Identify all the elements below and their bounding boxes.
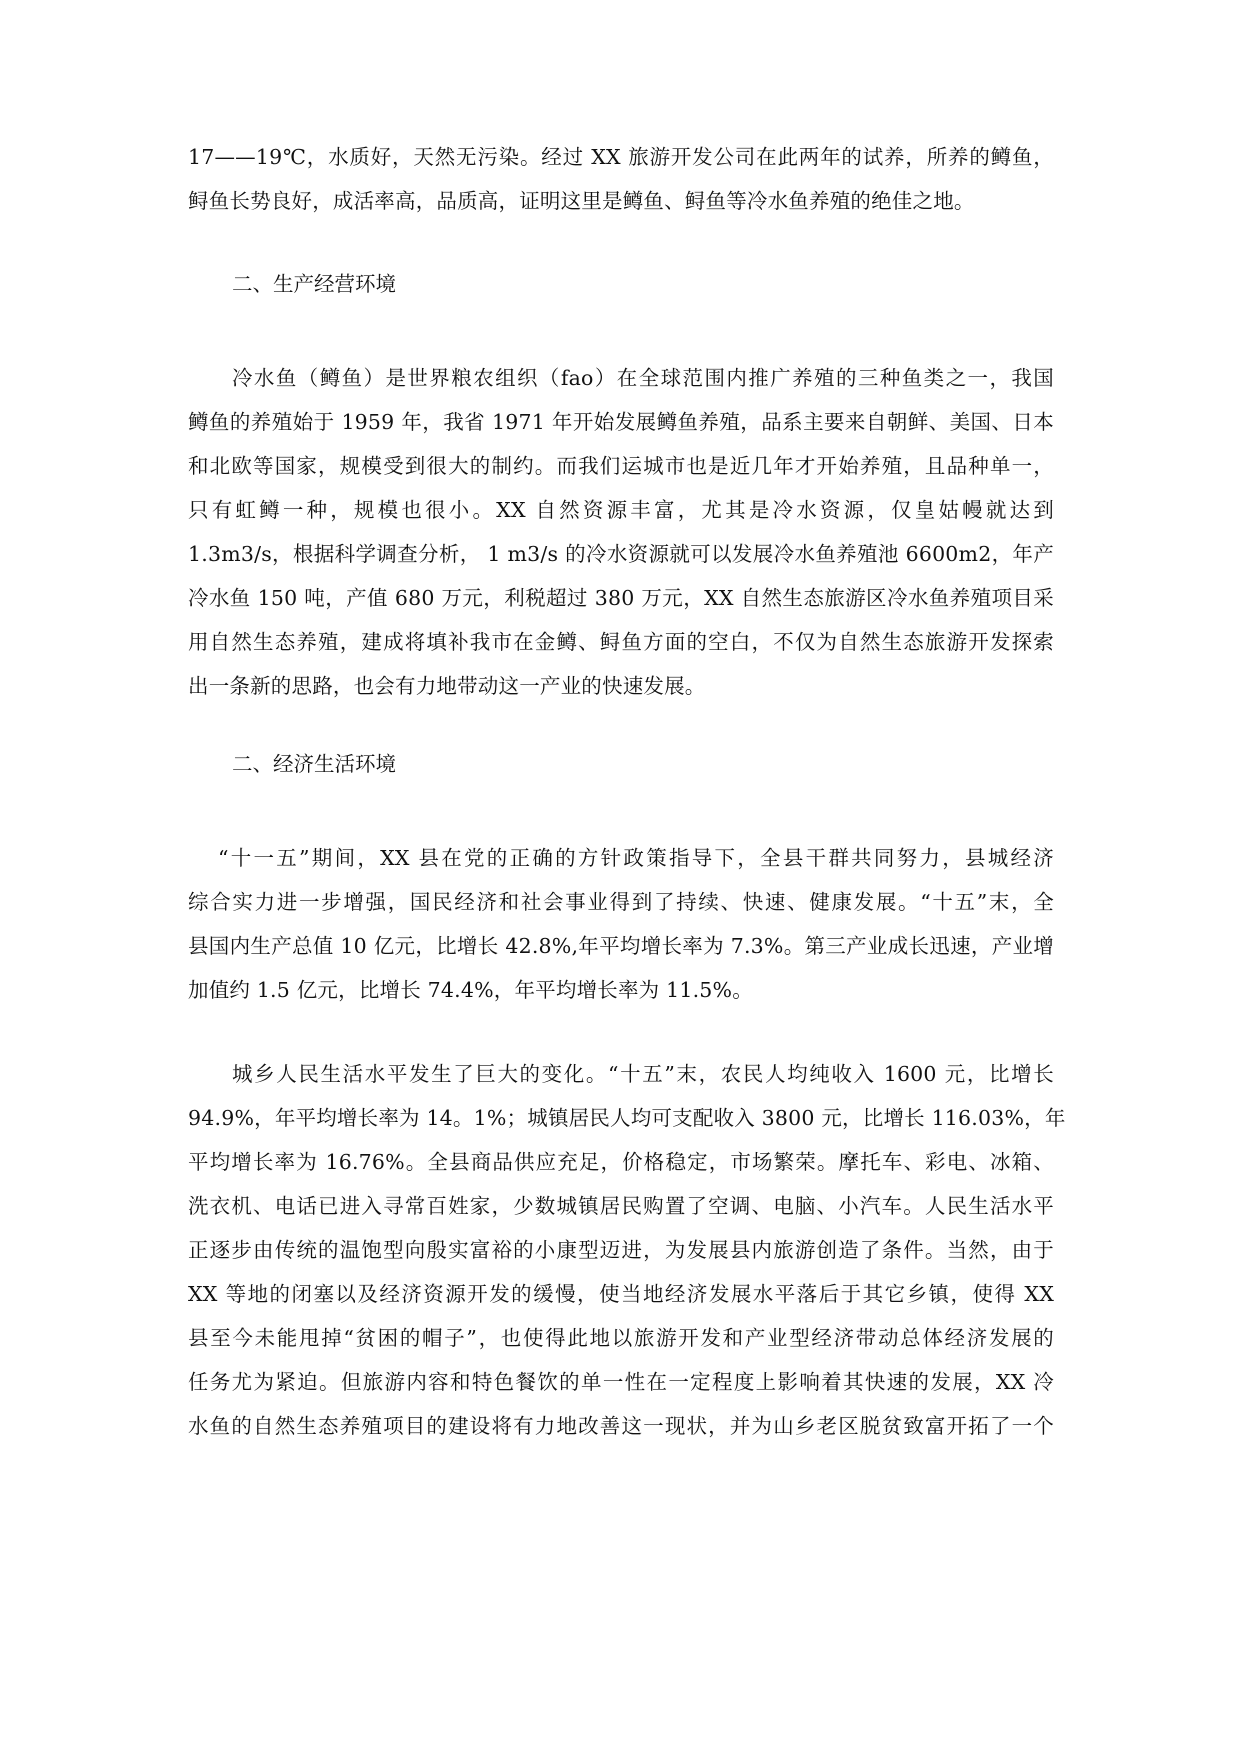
text-line: 只有虹鳟一种，规模也很小。XX 自然资源丰富，尤其是冷水资源，仅皇姑幔就达到 [188,498,1054,522]
text-line: XX 等地的闭塞以及经济资源开发的缓慢，使当地经济发展水平落后于其它乡镇，使得 XX [188,1282,1054,1306]
text-line: 出一条新的思路，也会有力地带动这一产业的快速发展。 [188,674,706,698]
text-line: 洗衣机、电话已进入寻常百姓家，少数城镇居民购置了空调、电脑、小汽车。人民生活水平 [188,1194,1054,1218]
paragraph-economy [188,836,1054,1012]
section-heading-production: 二、生产经营环境 [232,272,396,296]
text-line: 17——19℃，水质好，天然无污染。经过 XX 旅游开发公司在此两年的试养，所养的鳟鱼， [188,145,1054,169]
text-line: “十一五”期间，XX 县在党的正确的方针政策指导下，全县干群共同努力，县城经济 [218,846,1054,870]
text-line: 水鱼的自然生态养殖项目的建设将有力地改善这一现状，并为山乡老区脱贫致富开拓了一个 [188,1414,1054,1438]
text-line: 综合实力进一步增强，国民经济和社会事业得到了持续、快速、健康发展。“十五”末，全 [188,890,1054,914]
text-line: 1.3m3/s，根据科学调查分析， 1 m3/s 的冷水资源就可以发展冷水鱼养殖池 6600m2，年产 [188,542,1054,566]
text-line: 和北欧等国家，规模受到很大的制约。而我们运城市也是近几年才开始养殖，且品种单一， [188,454,1054,478]
text-line: 冷水鱼 150 吨，产值 680 万元，利税超过 380 万元，XX 自然生态旅游区冷水鱼养殖项目采 [188,586,1054,610]
text-line: 鳟鱼的养殖始于 1959 年，我省 1971 年开始发展鳟鱼养殖，品系主要来自朝鲜、美国、日本 [188,410,1054,434]
paragraph-intro [188,135,1054,223]
text-line: 94.9%，年平均增长率为 14。1%；城镇居民人均可支配收入 3800 元，比增长 116.03%，年 [188,1106,1066,1130]
section-heading-economy: 二、经济生活环境 [232,752,396,776]
text-line: 县至今未能甩掉“贫困的帽子”，也使得此地以旅游开发和产业型经济带动总体经济发展的 [188,1326,1054,1350]
text-line: 县国内生产总值 10 亿元，比增长 42.8%,年平均增长率为 7.3%。第三产业成长迅速，产业增 [188,934,1054,958]
text-line: 任务尤为紧迫。但旅游内容和特色餐饮的单一性在一定程度上影响着其快速的发展，XX 冷 [188,1370,1054,1394]
text-line: 城乡人民生活水平发生了巨大的变化。“十五”末，农民人均纯收入 1600 元，比增长 [232,1062,1054,1086]
text-line: 冷水鱼（鳟鱼）是世界粮农组织（fao）在全球范围内推广养殖的三种鱼类之一，我国 [232,366,1054,390]
text-line: 正逐步由传统的温饱型向殷实富裕的小康型迈进，为发展县内旅游创造了条件。当然，由于 [188,1238,1054,1262]
text-line: 加值约 1.5 亿元，比增长 74.4%，年平均增长率为 11.5%。 [188,978,753,1002]
paragraph-production [188,356,1054,708]
text-line: 鲟鱼长势良好，成活率高，品质高，证明这里是鳟鱼、鲟鱼等冷水鱼养殖的绝佳之地。 [188,189,975,213]
text-line: 用自然生态养殖，建成将填补我市在金鳟、鲟鱼方面的空白，不仅为自然生态旅游开发探索 [188,630,1054,654]
text-line: 平均增长率为 16.76%。全县商品供应充足，价格稳定，市场繁荣。摩托车、彩电、冰箱、 [188,1150,1054,1174]
paragraph-living [188,1052,1066,1448]
